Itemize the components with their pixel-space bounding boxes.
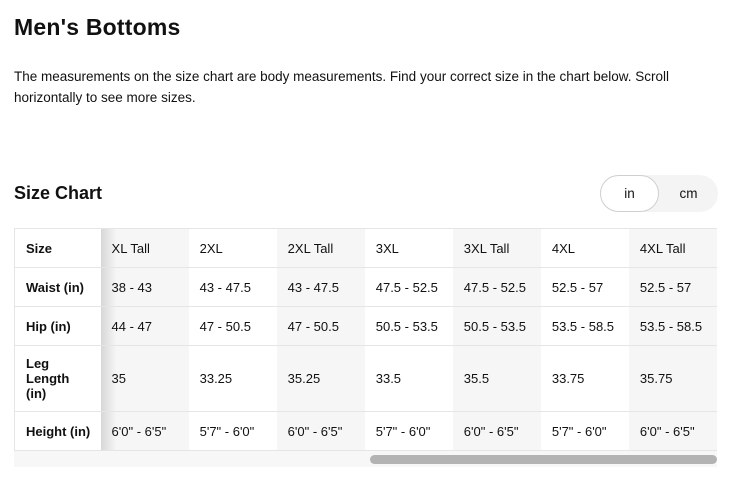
table-cell: 43 - 47.5 <box>199 279 251 295</box>
table-cell: 33.25 <box>199 371 233 386</box>
table-cell: 6'0" - 6'5" <box>629 412 717 451</box>
section-title: Size Chart <box>14 182 103 203</box>
table-cell: 44 - 47 <box>101 307 189 346</box>
table-row <box>15 412 718 451</box>
column-header: 4XL Tall <box>629 229 717 268</box>
table-cell: 50.5 - 53.5 <box>453 307 541 346</box>
page-title: Men's Bottoms <box>14 14 181 40</box>
table-header-row <box>15 229 718 268</box>
table-cell: 47 - 50.5 <box>199 318 251 334</box>
table-cell: 47 - 50.5 <box>277 307 365 346</box>
unit-toggle[interactable] <box>600 175 718 212</box>
table-cell: 47.5 - 52.5 <box>375 279 438 295</box>
table-cell: 6'0" - 6'5" <box>101 412 189 451</box>
table-cell: 5'7" - 6'0" <box>551 423 607 439</box>
table-cell: 35 <box>101 346 189 412</box>
column-header: 2XL <box>199 240 223 256</box>
size-chart-description: The measurements on the size chart are body measurements. Find your correct size in the chart below. Scroll horizontally to see more sizes. <box>14 69 670 105</box>
column-header: 4XL <box>551 240 575 256</box>
table-cell: 47.5 - 52.5 <box>453 268 541 307</box>
table-cell: 6'0" - 6'5" <box>453 412 541 451</box>
table-cell: 53.5 - 58.5 <box>629 307 717 346</box>
table-cell: 33.75 <box>551 371 585 386</box>
table-cell: 38 - 43 <box>101 268 189 307</box>
table-cell: 35.5 <box>453 346 541 412</box>
table-cell: 35.25 <box>277 346 365 412</box>
unit-option-in[interactable]: in <box>600 175 659 212</box>
row-label: Leg Length (in) <box>15 346 101 412</box>
table-cell: 33.5 <box>375 371 402 386</box>
table-row <box>15 307 718 346</box>
table-cell: 35.75 <box>629 346 717 412</box>
row-label: Waist (in) <box>15 268 101 307</box>
column-header: 3XL Tall <box>453 229 541 268</box>
row-label: Hip (in) <box>15 307 101 346</box>
row-label: Height (in) <box>15 412 101 451</box>
scrollbar-thumb[interactable] <box>370 455 717 464</box>
column-header: 2XL Tall <box>277 229 365 268</box>
table-row <box>15 346 718 412</box>
table-cell: 50.5 - 53.5 <box>375 318 438 334</box>
table-cell: 5'7" - 6'0" <box>375 423 431 439</box>
column-header: XL Tall <box>101 229 189 268</box>
size-chart-header-row <box>14 174 727 212</box>
table-cell: 52.5 - 57 <box>551 279 604 295</box>
table-cell: 53.5 - 58.5 <box>551 318 615 334</box>
column-header: 3XL <box>375 240 399 256</box>
table-cell: 43 - 47.5 <box>277 268 365 307</box>
unit-option-cm[interactable]: cm <box>679 185 698 201</box>
table-cell: 5'7" - 6'0" <box>199 423 255 439</box>
table-body <box>15 268 718 451</box>
column-header-size: Size <box>15 229 101 268</box>
horizontal-scrollbar[interactable] <box>14 451 717 467</box>
size-chart-table <box>14 228 717 451</box>
table-cell: 52.5 - 57 <box>629 268 717 307</box>
table-cell: 6'0" - 6'5" <box>277 412 365 451</box>
table-row <box>15 268 718 307</box>
